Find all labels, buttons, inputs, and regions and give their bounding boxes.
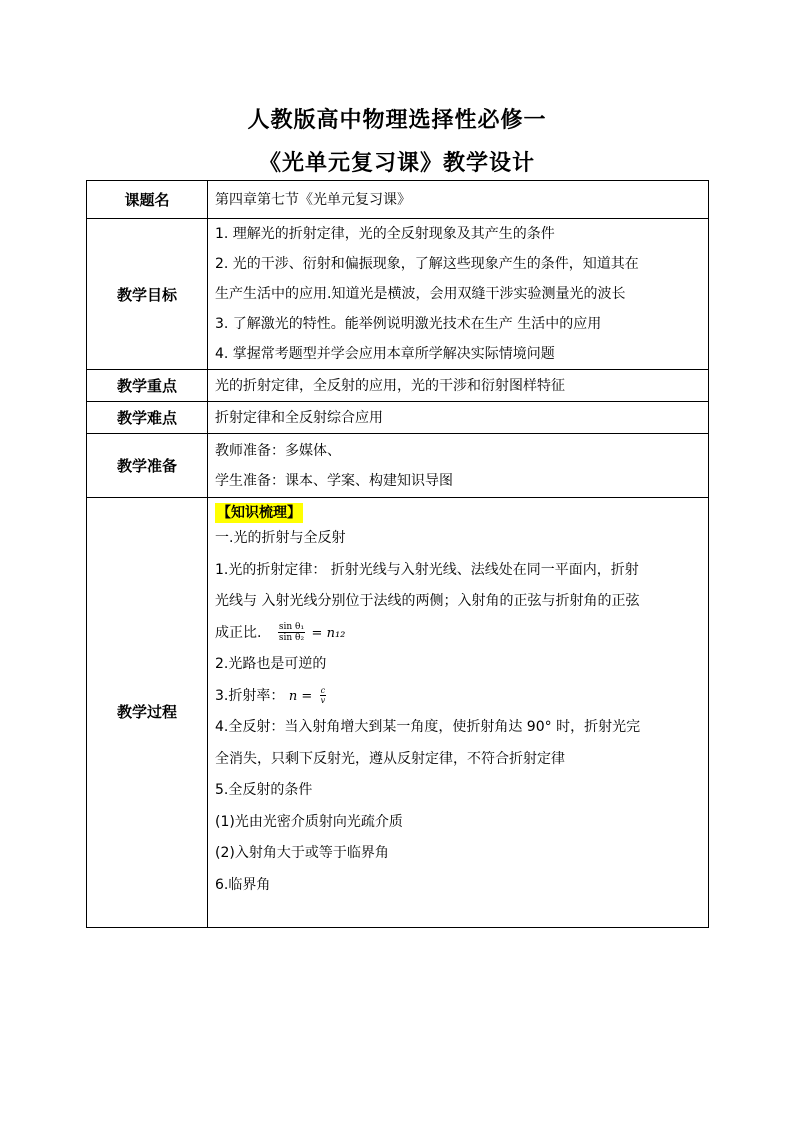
topic-label: 课题名 xyxy=(87,181,208,219)
topic-value xyxy=(208,181,709,219)
document-title-line2: 《光单元复习课》教学设计 xyxy=(258,150,535,176)
goals-label: 教学目标 xyxy=(87,219,208,370)
index-denominator: v xyxy=(320,696,326,705)
row-difficulties xyxy=(87,402,709,434)
student-preparation: 学生准备：课本、学案、构建知识导图 xyxy=(215,472,453,489)
item-5: 5.全反射的条件 xyxy=(215,782,313,798)
row-topic xyxy=(87,181,709,219)
item-5-2: (2)入射角大于或等于临界角 xyxy=(215,845,389,861)
row-key-points xyxy=(87,370,709,402)
section-heading: 一.光的折射与全反射 xyxy=(215,530,346,546)
teacher-preparation: 教师准备：多媒体、 xyxy=(215,442,341,459)
snell-formula-fraction xyxy=(278,622,305,643)
lesson-plan-table xyxy=(86,180,709,928)
preparation-value xyxy=(208,434,709,498)
key-points-text: 光的折射定律，全反射的应用，光的干涉和衍射图样特征 xyxy=(215,377,565,394)
item-3 xyxy=(215,681,702,713)
row-preparation xyxy=(87,434,709,498)
refraction-law-text: 成正比. xyxy=(215,624,262,641)
refraction-law-line1: 1.光的折射定律： 折射光线与入射光线、法线处在同一平面内，折射 xyxy=(215,561,639,578)
topic-text: 第四章第七节《光单元复习课》 xyxy=(215,191,411,208)
formula-denominator: sin θ₂ xyxy=(278,633,305,643)
row-process xyxy=(87,498,709,928)
key-points-value xyxy=(208,370,709,402)
goal-line-2: 2. 光的干涉、衍射和偏振现象，了解这些现象产生的条件，知道其在 xyxy=(215,256,639,272)
formula-numerator: sin θ₁ xyxy=(278,622,305,632)
difficulties-value xyxy=(208,402,709,434)
index-formula-lhs: n = xyxy=(288,688,313,704)
item-6: 6.临界角 xyxy=(215,876,271,893)
preparation-label: 教学准备 xyxy=(87,434,208,498)
goal-line-1: 1. 理解光的折射定律，光的全反射现象及其产生的条件 xyxy=(215,226,555,242)
item-2: 2.光路也是可逆的 xyxy=(215,656,327,672)
index-formula-fraction xyxy=(320,686,326,705)
refraction-law-line3 xyxy=(215,618,702,650)
difficulties-label: 教学难点 xyxy=(87,402,208,434)
goal-line-3: 生产生活中的应用.知道光是横波，会用双缝干涉实验测量光的波长 xyxy=(215,286,626,302)
knowledge-review-badge: 【知识梳理】 xyxy=(217,505,301,521)
formula-rhs: = n₁₂ xyxy=(311,625,346,641)
item-4-line2: 全消失，只剩下反射光，遵从反射定律，不符合折射定律 xyxy=(215,750,565,767)
goal-line-4: 3. 了解激光的特性。能举例说明激光技术在生产 生活中的应用 xyxy=(215,316,602,332)
refraction-law-line2: 光线与 入射光线分别位于法线的两侧；入射角的正弦与折射角的正弦 xyxy=(215,593,640,609)
row-goals xyxy=(87,219,709,370)
goal-line-5: 4. 掌握常考题型并学会应用本章所学解决实际情境问题 xyxy=(215,346,555,362)
index-numerator: c xyxy=(320,686,326,695)
item-3-text: 3.折射率： xyxy=(215,687,285,704)
process-value xyxy=(208,498,709,928)
item-5-1: (1)光由光密介质射向光疏介质 xyxy=(215,813,403,830)
key-points-label: 教学重点 xyxy=(87,370,208,402)
difficulties-text: 折射定律和全反射综合应用 xyxy=(215,409,383,426)
item-4-line1: 4.全反射：当入射角增大到某一角度，使折射角达 90° 时，折射光完 xyxy=(215,719,641,735)
process-label: 教学过程 xyxy=(87,498,208,928)
document-title-line1: 人教版高中物理选择性必修一 xyxy=(247,107,547,133)
goals-value xyxy=(208,219,709,370)
